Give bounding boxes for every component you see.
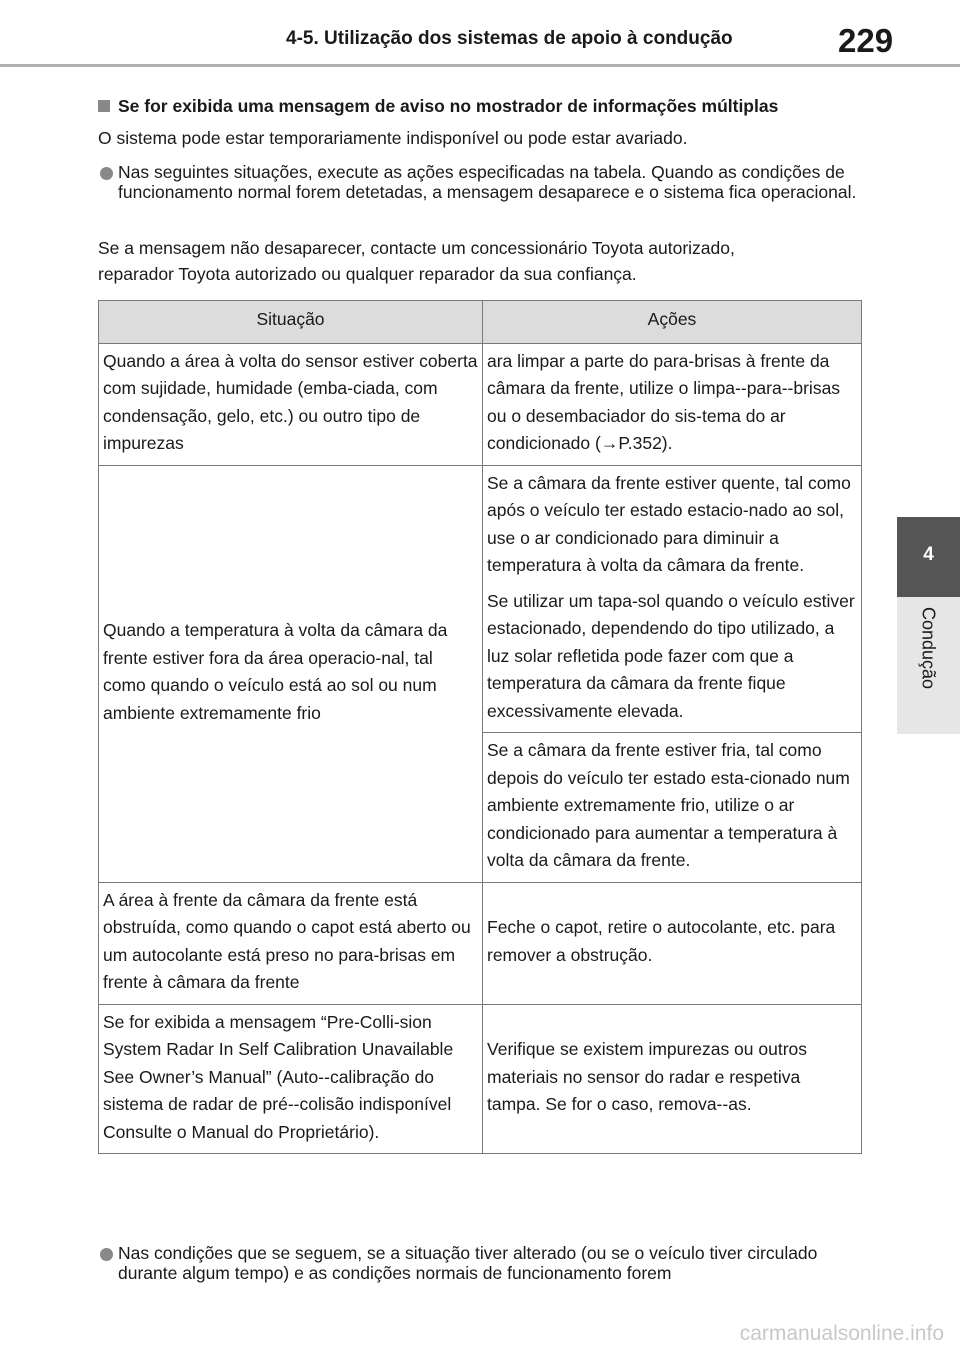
situation-cell: A área à frente da câmara da frente está obstruída, como quando o capot está aberto ou um autocolante está preso no para-brisas em frente à câmara da frente bbox=[99, 882, 483, 1004]
situation-cell: Quando a temperatura à volta da câmara da frente estiver fora da área operacio-nal, tal como quando o veículo está ao sol ou num ambiente extremamente frio bbox=[99, 465, 483, 882]
watermark: carmanualsonline.info bbox=[739, 1322, 944, 1345]
action-cell: Feche o capot, retire o autocolante, etc. para remover a obstrução. bbox=[483, 882, 862, 1004]
action-paragraph: Se a câmara da frente estiver quente, tal como após o veículo ter estado estacio-nado ao sol, use o ar condicionado para diminuir a temperatura à volta da câmara da frente. bbox=[487, 472, 851, 575]
bullet-text: Nas condições que se seguem, se a situação tiver alterado (ou se o veículo tiver circulado durante algum tempo) e as condições normais de funcionamento forem bbox=[118, 1243, 818, 1283]
action-cell: ara limpar a parte do para-brisas à frente da câmara da frente, utilize o limpa--para--brisas ou o desembaciador do sis-tema do ar condicionado (→P.352). bbox=[483, 343, 862, 465]
action-cell bbox=[483, 465, 862, 733]
square-bullet-icon bbox=[98, 100, 110, 112]
situation-cell: Quando a área à volta do sensor estiver coberta com sujidade, humidade (emba-ciada, com condensação, gelo, etc.) ou outro tipo de impurezas bbox=[99, 343, 483, 465]
table-row bbox=[99, 882, 862, 1004]
circle-bullet-icon bbox=[100, 167, 113, 180]
page-number: 229 bbox=[838, 22, 894, 59]
situation-cell: Se for exibida a mensagem “Pre-Colli-sion System Radar In Self Calibration Unavailable See Owner’s Manual” (Auto--calibração do sistema de radar de pré--colisão indisponível Consulte o Manual do Proprietário). bbox=[99, 1004, 483, 1154]
bullet-text: Nas seguintes situações, execute as ações especificadas na tabela. Quando as condições de funcionamento normal forem detetadas, a mensagem desaparece e o sistema fica operacional. bbox=[118, 162, 857, 202]
chapter-tab-number: 4 bbox=[897, 517, 960, 597]
action-paragraph: Se utilizar um tapa-sol quando o veículo estiver estacionado, dependendo do tipo utilizado, a luz solar refletida pode fazer com que a temperatura da câmara da frente fique excessivamente elevada. bbox=[487, 590, 855, 721]
column-header-actions: Ações bbox=[483, 301, 862, 344]
running-header-title: 4-5. Utilização dos sistemas de apoio à condução bbox=[286, 28, 733, 49]
action-cell: Verifique se existem impurezas ou outros materiais no sensor do radar e respetiva tampa. Se for o caso, remova--as. bbox=[483, 1004, 862, 1154]
table-row bbox=[99, 343, 862, 465]
table-header-row bbox=[99, 301, 862, 344]
contact-line: reparador Toyota autorizado ou qualquer reparador da sua confiança. bbox=[98, 264, 637, 284]
bullet-item bbox=[98, 163, 868, 202]
chapter-tab-label: Condução bbox=[918, 607, 939, 690]
section-heading-text: Se for exibida uma mensagem de aviso no mostrador de informações múltiplas bbox=[118, 96, 779, 116]
bullet-item bbox=[98, 1244, 868, 1283]
section-heading bbox=[98, 95, 868, 117]
chapter-tab bbox=[897, 597, 960, 734]
contact-line: Se a mensagem não desaparecer, contacte um concessionário Toyota autorizado, bbox=[98, 238, 735, 258]
intro-paragraph: O sistema pode estar temporariamente indisponível ou pode estar avariado. bbox=[98, 128, 688, 148]
situations-actions-table bbox=[98, 300, 862, 1154]
header-divider bbox=[0, 64, 960, 67]
table-row bbox=[99, 1004, 862, 1154]
action-cell: Se a câmara da frente estiver fria, tal como depois do veículo ter estado esta-cionado num ambiente extremamente frio, utilize o ar condicionado para aumentar a temperatura à volta da câmara da frente. bbox=[483, 733, 862, 883]
circle-bullet-icon bbox=[100, 1248, 113, 1261]
column-header-situation: Situação bbox=[99, 301, 483, 344]
table-row bbox=[99, 465, 862, 733]
